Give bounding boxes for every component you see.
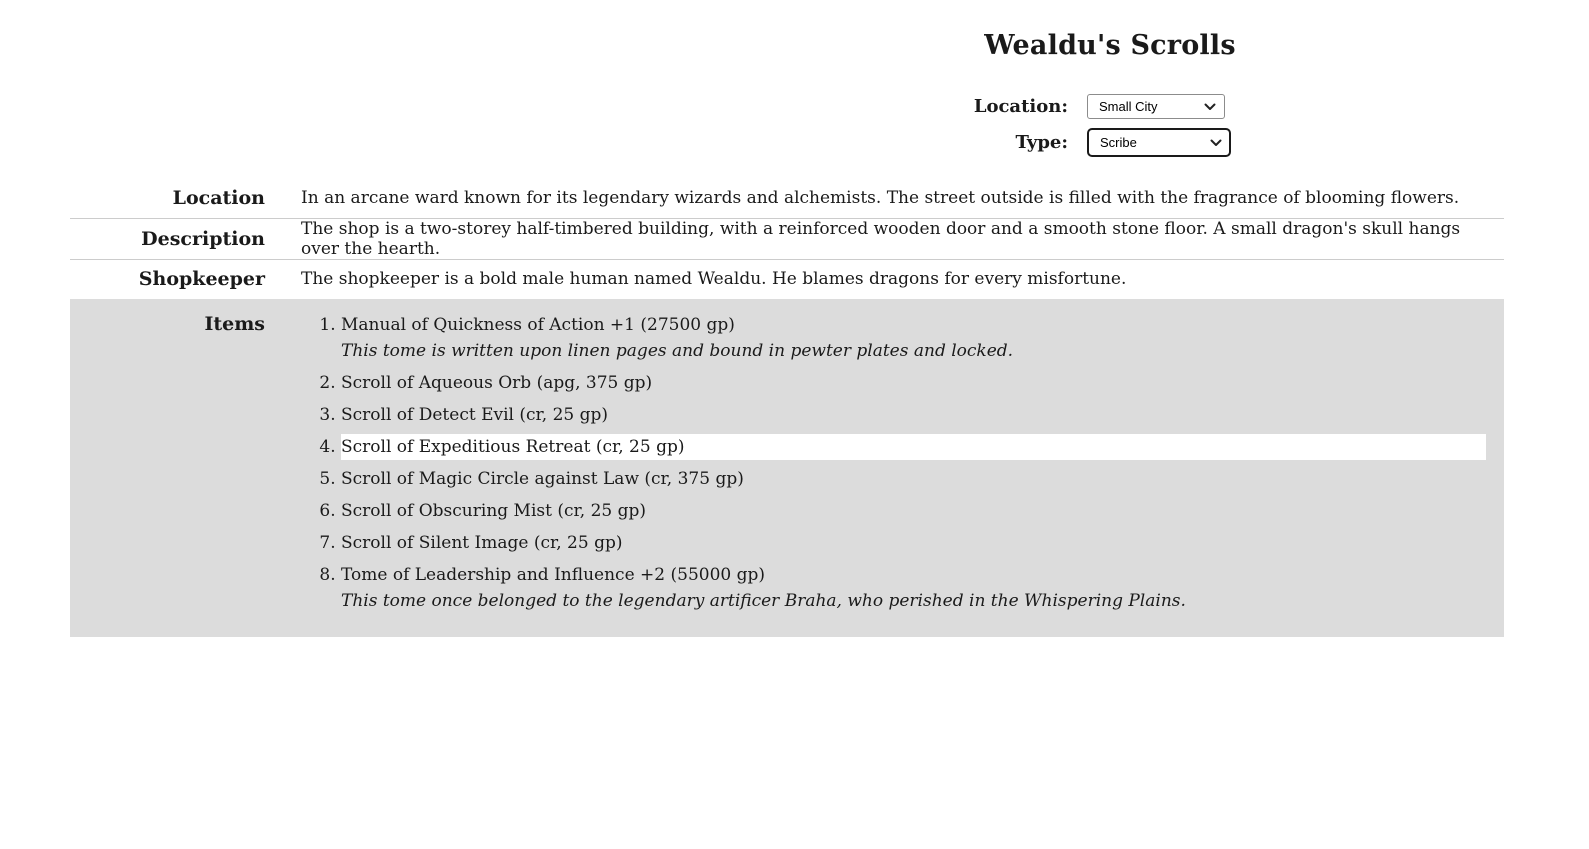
item-name: Scroll of Detect Evil (cr, 25 gp) [341, 405, 609, 425]
items-row [70, 299, 1504, 637]
type-select[interactable] [1087, 128, 1231, 157]
location-row-text: In an arcane ward known for its legendary wizards and alchemists. The street outside is filled with the fragrance of blooming flowers. [301, 187, 1460, 208]
location-row-label: Location [172, 186, 265, 209]
item-name: Scroll of Expeditious Retreat (cr, 25 gp) [341, 437, 685, 457]
description-row [70, 218, 1504, 259]
item-name: Scroll of Aqueous Orb (apg, 375 gp) [341, 373, 653, 393]
description-row-text: The shop is a two-storey half-timbered building, with a reinforced wooden door and a smooth stone floor. A small dragon's skull hangs over the hearth. [301, 218, 1461, 259]
location-select-label: Location: [973, 96, 1068, 117]
list-item[interactable] [341, 498, 1486, 524]
item-note: This tome once belonged to the legendary artificer Braha, who perished in the Whispering Plains. [341, 591, 1186, 611]
type-control-row [905, 128, 1315, 157]
type-select-label: Type: [1015, 132, 1068, 153]
item-name: Scroll of Silent Image (cr, 25 gp) [341, 533, 623, 553]
item-name: Scroll of Magic Circle against Law (cr, 375 gp) [341, 469, 744, 489]
location-select[interactable] [1087, 94, 1225, 119]
description-row-label: Description [141, 227, 265, 250]
list-item[interactable] [341, 530, 1486, 556]
item-name: Scroll of Obscuring Mist (cr, 25 gp) [341, 501, 647, 521]
list-item[interactable] [341, 370, 1486, 396]
list-item[interactable] [341, 562, 1486, 614]
location-control-row [905, 94, 1315, 119]
shopkeeper-row [70, 259, 1504, 299]
list-item[interactable] [341, 466, 1486, 492]
shopkeeper-row-label: Shopkeeper [138, 268, 265, 291]
list-item-highlighted[interactable] [341, 434, 1486, 460]
location-row [70, 178, 1504, 218]
type-select-wrap [1087, 128, 1231, 157]
item-list [301, 312, 1486, 614]
shop-details-table [70, 178, 1504, 637]
shopkeeper-row-text: The shopkeeper is a bold male human named Wealdu. He blames dragons for every misfortune. [301, 269, 1127, 290]
list-item[interactable] [341, 312, 1486, 364]
page-title: Wealdu's Scrolls [984, 30, 1236, 61]
header [905, 30, 1315, 166]
list-item[interactable] [341, 402, 1486, 428]
item-name: Manual of Quickness of Action +1 (27500 gp) [341, 315, 735, 335]
items-row-label: Items [204, 313, 265, 335]
shop-controls [905, 94, 1315, 157]
location-select-wrap [1087, 94, 1225, 119]
item-note: This tome is written upon linen pages and bound in pewter plates and locked. [341, 341, 1014, 361]
items-row-content [283, 299, 1504, 637]
item-name: Tome of Leadership and Influence +2 (55000 gp) [341, 565, 766, 585]
